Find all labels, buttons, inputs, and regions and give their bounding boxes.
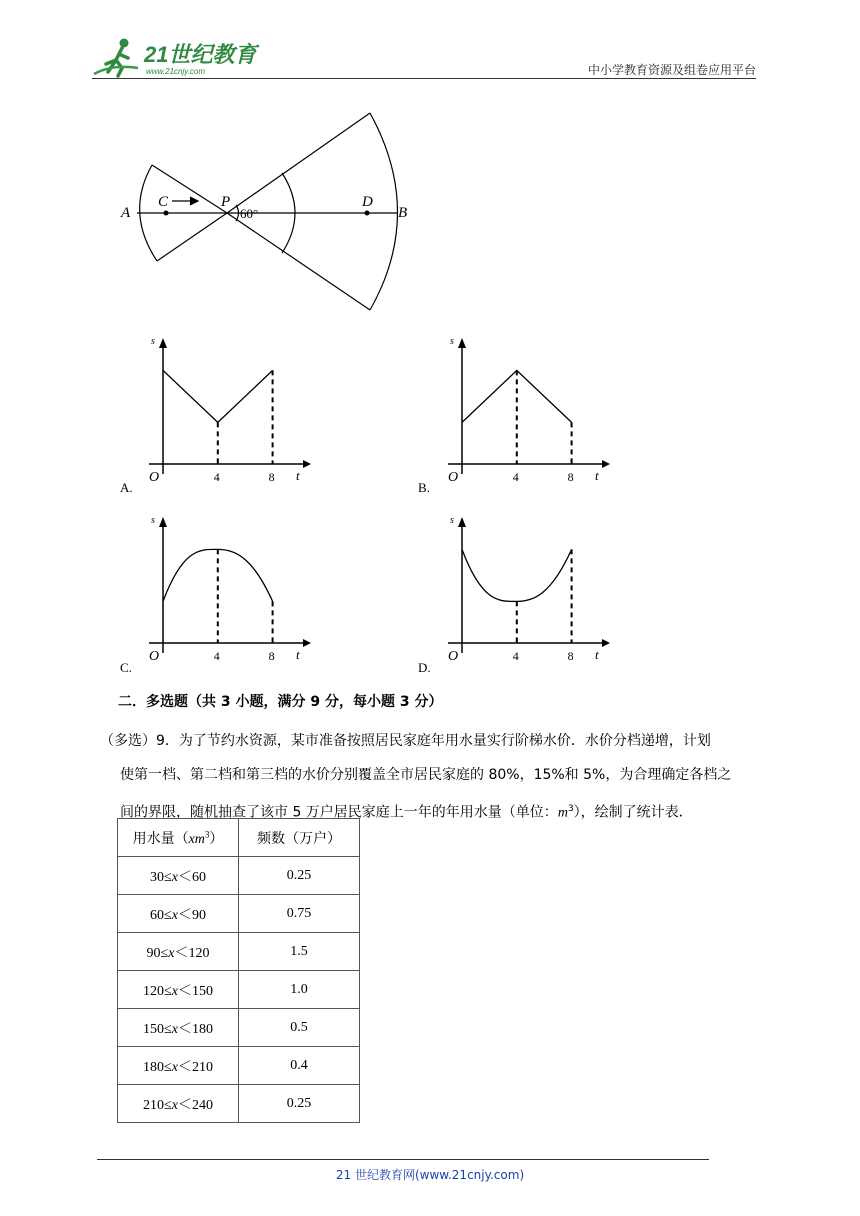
usage-range-cell: 120≤x＜150	[118, 971, 239, 1009]
usage-range-cell: 60≤x＜90	[118, 895, 239, 933]
unit-m: m	[557, 805, 568, 821]
label-angle: 60°	[240, 206, 259, 221]
answer-graphs	[120, 336, 610, 675]
s-axis-label: s	[151, 336, 155, 347]
graph-curve	[462, 370, 572, 422]
frequency-cell: 0.4	[239, 1047, 360, 1085]
tick-label-8: 8	[268, 649, 275, 663]
t-axis-label: t	[595, 647, 599, 662]
header-frequency: 频数（万户）	[239, 819, 360, 857]
table-row	[118, 857, 360, 895]
logo-text: 21世纪教育	[144, 42, 257, 67]
s-axis-arrow	[458, 338, 466, 348]
usage-range-cell: 30≤x＜60	[118, 857, 239, 895]
table-row	[118, 1085, 360, 1123]
origin-label: O	[149, 649, 160, 664]
table-row	[118, 933, 360, 971]
s-axis-label: s	[151, 515, 155, 526]
unit-sup: 3	[567, 804, 574, 814]
question-line-2: 使第一档、第二档和第三档的水价分别覆盖全市居民家庭的 80%，15%和 5%，为合理确定各档之	[120, 767, 732, 783]
t-axis-label: t	[296, 468, 300, 483]
label-b: B	[398, 205, 408, 221]
label-p: P	[221, 194, 231, 210]
point-c-dot	[164, 211, 169, 216]
footer-link[interactable]: 21 世纪教育网(www.21cnjy.com)	[335, 1168, 525, 1182]
frequency-cell: 0.25	[239, 857, 360, 895]
option-letter: A.	[120, 480, 133, 495]
tick-label-4: 4	[213, 649, 220, 663]
table-row	[118, 895, 360, 933]
option-letter: C.	[120, 660, 132, 675]
frequency-cell: 1.0	[239, 971, 360, 1009]
question-line-3-post: ），绘制了统计表．	[573, 804, 693, 821]
tick-label-8: 8	[268, 470, 275, 484]
frequency-cell: 0.25	[239, 1085, 360, 1123]
header-platform-name: 中小学教育资源及组卷应用平台	[587, 63, 756, 77]
origin-label: O	[448, 649, 459, 664]
graph-curve	[163, 549, 273, 601]
logo-url: www.21cnjy.com	[146, 67, 205, 76]
t-axis-label: t	[296, 647, 300, 662]
table-row	[118, 971, 360, 1009]
section-title: 二．多选题（共 3 小题，满分 9 分，每小题 3 分）	[118, 694, 443, 710]
tick-label-4: 4	[512, 470, 519, 484]
question-line-1: （多选）9．为了节约水资源，某市准备按照居民家庭年用水量实行阶梯水价．水价分档递增，计划	[100, 733, 711, 749]
table-row	[118, 1009, 360, 1047]
tick-label-8: 8	[567, 649, 574, 663]
t-axis-arrow	[303, 639, 311, 647]
s-axis-arrow	[159, 517, 167, 527]
usage-range-cell: 180≤x＜210	[118, 1047, 239, 1085]
t-axis-label: t	[595, 468, 599, 483]
t-axis-arrow	[602, 639, 610, 647]
water-usage-table	[117, 818, 360, 1123]
tick-label-4: 4	[213, 470, 220, 484]
header-usage: 用水量$(xm^3)$	[118, 819, 239, 857]
label-d: D	[362, 194, 373, 210]
t-axis-arrow	[303, 460, 311, 468]
option-letter: D.	[418, 660, 431, 675]
usage-range-cell: 210≤x＜240	[118, 1085, 239, 1123]
t-axis-arrow	[602, 460, 610, 468]
origin-label: O	[448, 470, 459, 485]
table-row	[118, 1047, 360, 1085]
label-c: C	[158, 194, 169, 210]
usage-range-cell: 90≤x＜120	[118, 933, 239, 971]
tick-label-4: 4	[512, 649, 519, 663]
point-d-dot	[365, 211, 370, 216]
sector-diagram	[137, 113, 398, 310]
footer-divider	[97, 1159, 709, 1160]
s-axis-label: s	[450, 515, 454, 526]
label-a: A	[121, 205, 131, 221]
frequency-cell: 1.5	[239, 933, 360, 971]
table-header-row	[118, 819, 360, 857]
frequency-cell: 0.75	[239, 895, 360, 933]
s-axis-label: s	[450, 336, 454, 347]
tick-label-8: 8	[567, 470, 574, 484]
s-axis-arrow	[458, 517, 466, 527]
graph-curve	[462, 549, 572, 601]
frequency-cell: 0.5	[239, 1009, 360, 1047]
origin-label: O	[149, 470, 160, 485]
s-axis-arrow	[159, 338, 167, 348]
graph-curve	[163, 370, 273, 422]
usage-range-cell: 150≤x＜180	[118, 1009, 239, 1047]
question-line-3-pre: 间的界限，随机抽查了该市 5 万户居民家庭上一年的年用水量（单位：	[120, 804, 558, 821]
option-letter: B.	[418, 480, 430, 495]
question-9-text	[100, 724, 770, 831]
